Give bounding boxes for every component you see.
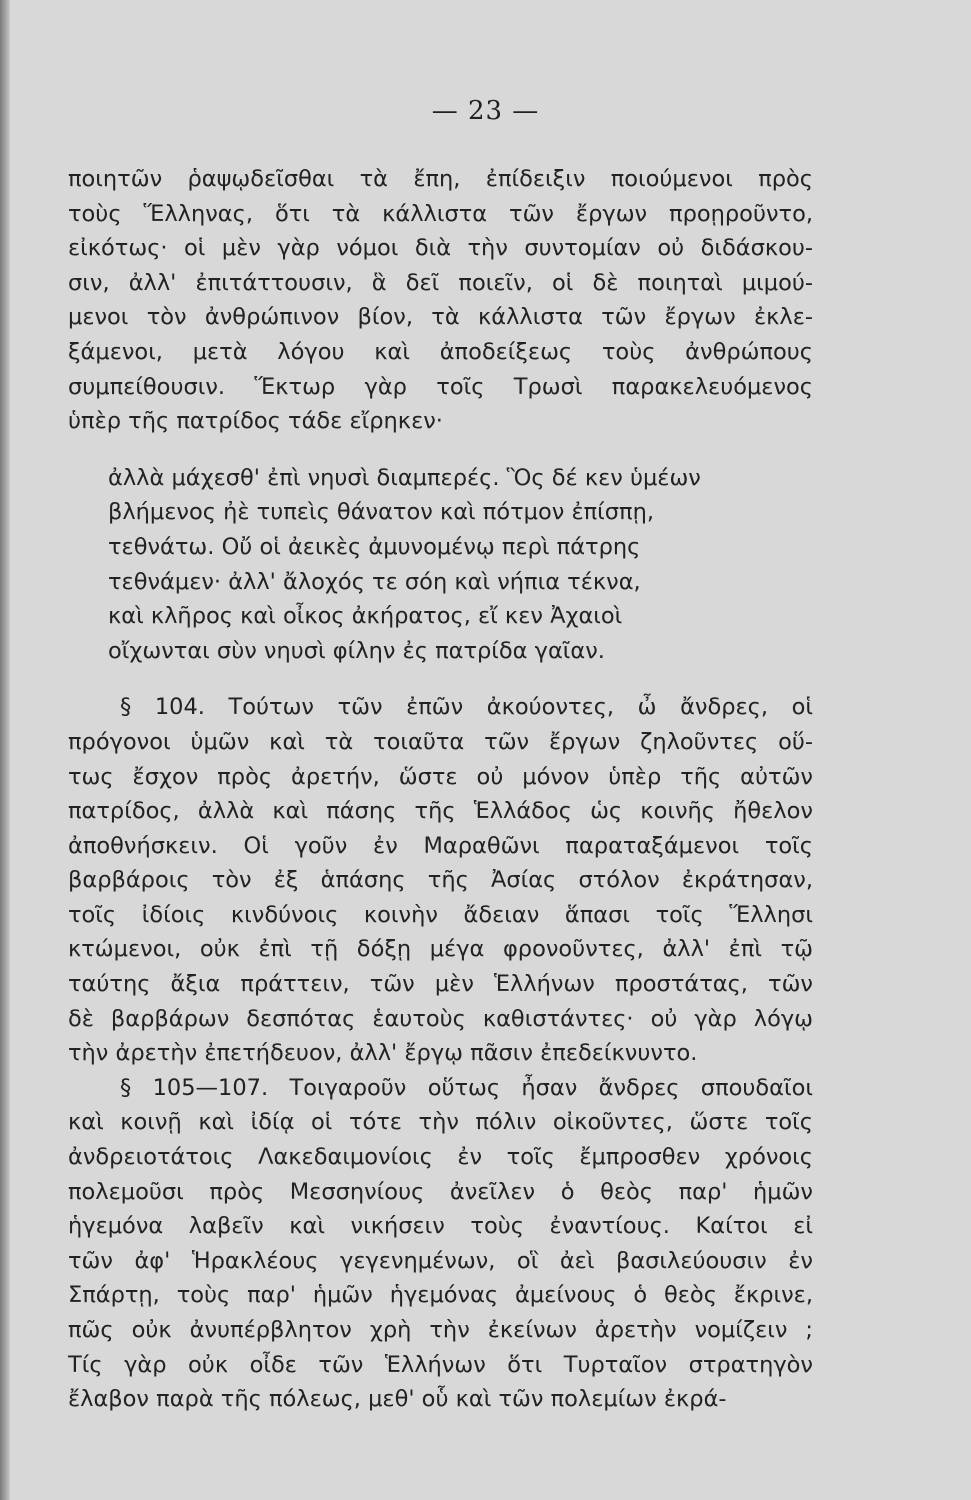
text-line: πατρίδος, ἀλλὰ καὶ πάσης τῆς Ἑλλάδος ὡς κοινῆς ἤθελον — [68, 798, 813, 825]
paragraph-1 — [68, 162, 813, 439]
text-line: βλήμενος ἠὲ τυπεὶς θάνατον καὶ πότμον ἐπίσπῃ, — [108, 499, 655, 526]
text-line: § 105—107. Τοιγαροῦν οὕτως ἦσαν ἄνδρες σπουδαῖοι — [120, 1074, 813, 1101]
text-line: ὑπὲρ τῆς πατρίδος τάδε εἴρηκεν· — [68, 408, 443, 435]
text-line: δὲ βαρβάρων δεσπότας ἑαυτοὺς καθιστάντες· οὐ γὰρ λόγῳ — [68, 1005, 813, 1032]
text-line: ἀποθνήσκειν. Οἱ γοῦν ἐν Μαραθῶνι παραταξάμενοι τοῖς — [68, 832, 813, 859]
text-line: μενοι τὸν ἀνθρώπινον βίον, τὰ κάλλιστα τῶν ἔργων ἐκλε- — [68, 304, 813, 331]
text-line: ἔλαβον παρὰ τῆς πόλεως, μεθ' οὗ καὶ τῶν πολεμίων ἐκρά- — [68, 1386, 727, 1413]
text-line: κτώμενοι, οὐκ ἐπὶ τῇ δόξῃ μέγα φρονοῦντες, ἀλλ' ἐπὶ τῷ — [68, 936, 813, 963]
text-line: τῶν ἀφ' Ἡρακλέους γεγενημένων, οἳ ἀεὶ βασιλεύουσιν ἐν — [68, 1247, 813, 1274]
text-line: Τίς γὰρ οὐκ οἶδε τῶν Ἑλλήνων ὅτι Τυρταῖον στρατηγὸν — [68, 1351, 813, 1378]
text-line: τοῖς ἰδίοις κινδύνοις κοινὴν ἄδειαν ἅπασι τοῖς Ἕλλησι — [68, 901, 813, 928]
text-line: ἀλλὰ μάχεσθ' ἐπὶ νηυσὶ διαμπερές. Ὃς δέ κεν ὑμέων — [108, 464, 701, 491]
text-line: εἰκότως· οἱ μὲν γὰρ νόμοι διὰ τὴν συντομίαν οὐ διδάσκου- — [68, 235, 813, 262]
text-line: ποιητῶν ῥαψῳδεῖσθαι τὰ ἔπη, ἐπίδειξιν ποιούμενοι πρὸς — [68, 166, 813, 192]
text-line: πρόγονοι ὑμῶν καὶ τὰ τοιαῦτα τῶν ἔργων ζηλοῦντες οὕ- — [68, 728, 813, 755]
quoted-verse — [68, 461, 813, 669]
text-line: σιν, ἀλλ' ἐπιτάττουσιν, ἃ δεῖ ποιεῖν, οἱ δὲ ποιηταὶ μιμού- — [68, 269, 813, 296]
text-line: πολεμοῦσι πρὸς Μεσσηνίους ἀνεῖλεν ὁ θεὸς παρ' ἡμῶν — [68, 1178, 813, 1205]
text-line: τεθνάμεν· ἀλλ' ἄλοχός τε σόη καὶ νήπια τέκνα, — [108, 568, 641, 595]
text-line: οἴχωνται σὺν νηυσὶ φίλην ἐς πατρίδα γαῖαν. — [108, 637, 605, 664]
text-line: Σπάρτῃ, τοὺς παρ' ἡμῶν ἡγεμόνας ἀμείνους ὁ θεὸς ἔκρινε, — [68, 1282, 813, 1309]
text-line: βαρβάροις τὸν ἐξ ἁπάσης τῆς Ἀσίας στόλον ἐκράτησαν, — [68, 867, 813, 894]
text-line: τὴν ἀρετὴν ἐπετήδευον, ἀλλ' ἔργῳ πᾶσιν ἐπεδείκνυντο. — [68, 1040, 698, 1067]
text-line: ἡγεμόνα λαβεῖν καὶ νικήσειν τοὺς ἐναντίους. Καίτοι εἰ — [68, 1213, 813, 1240]
text-line: ἀνδρειοτάτοις Λακεδαιμονίοις ἐν τοῖς ἔμπροσθεν χρόνοις — [68, 1144, 813, 1171]
page-number: — 23 — — [431, 96, 540, 126]
text-line: τεθνάτω. Οὔ οἱ ἀεικὲς ἀμυνομένῳ περὶ πάτρης — [108, 533, 641, 560]
paragraph-105-107 — [68, 1071, 813, 1417]
text-line: ξάμενοι, μετὰ λόγου καὶ ἀποδείξεως τοὺς ἀνθρώπους — [68, 338, 813, 365]
body-text — [68, 162, 813, 1417]
text-line: καὶ κλῆρος καὶ οἶκος ἀκήρατος, εἴ κεν Ἀχαιοὶ — [108, 603, 623, 630]
text-line: συμπείθουσιν. Ἕκτωρ γὰρ τοῖς Τρωσὶ παρακελευόμενος — [68, 373, 813, 400]
text-line: καὶ κοινῇ καὶ ἰδίᾳ οἱ τότε τὴν πόλιν οἰκοῦντες, ὥστε τοῖς — [68, 1109, 813, 1136]
text-line: τοὺς Ἕλληνας, ὅτι τὰ κάλλιστα τῶν ἔργων προῃροῦντο, — [68, 200, 813, 227]
text-line: τως ἔσχον πρὸς ἀρετήν, ὥστε οὐ μόνον ὑπὲρ τῆς αὐτῶν — [68, 763, 813, 790]
text-line: πῶς οὐκ ἀνυπέρβλητον χρὴ τὴν ἐκείνων ἀρετὴν νομίζειν ; — [68, 1317, 813, 1343]
text-line: § 104. Τούτων τῶν ἐπῶν ἀκούοντες, ὦ ἄνδρες, οἱ — [120, 694, 813, 721]
text-line: ταύτης ἄξια πράττειν, τῶν μὲν Ἑλλήνων προστάτας, τῶν — [68, 971, 813, 998]
paragraph-104 — [68, 690, 813, 1071]
